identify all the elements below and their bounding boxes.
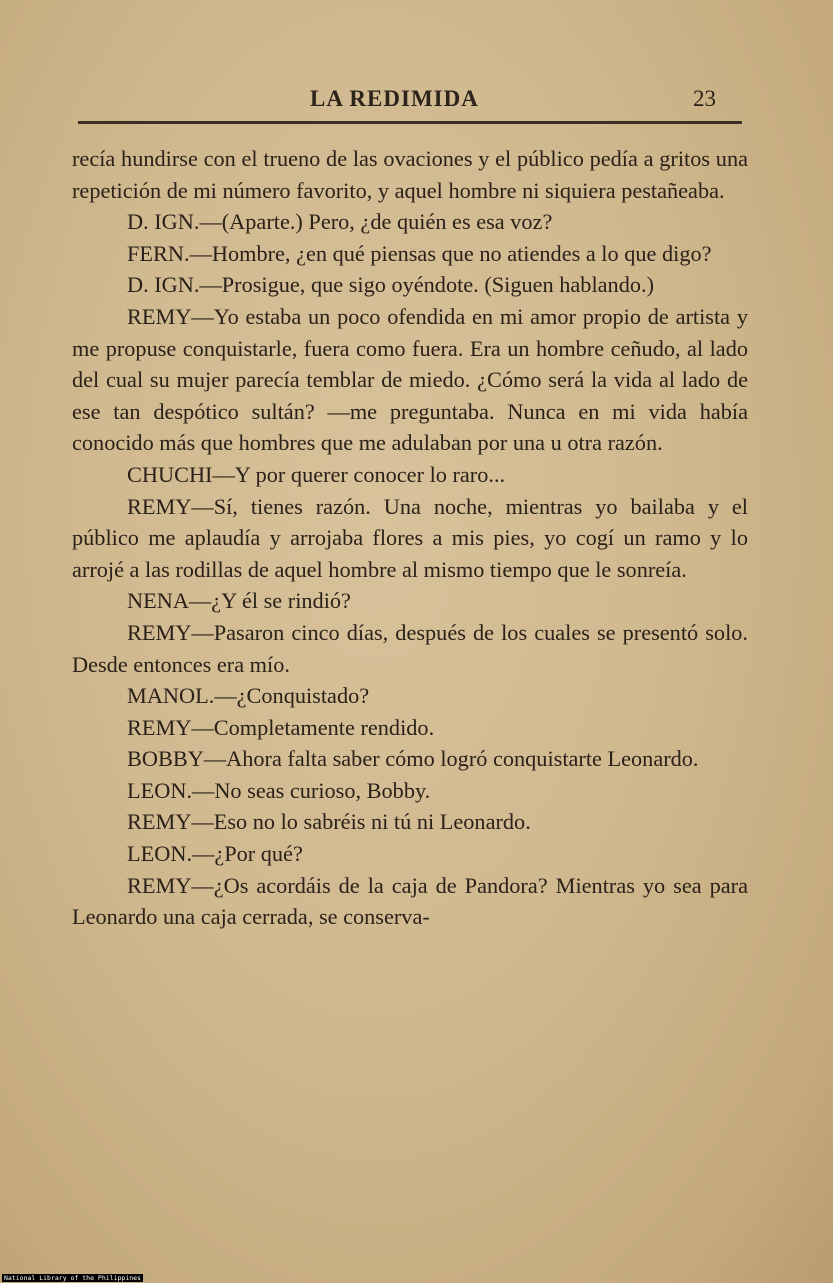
- paragraph: REMY—¿Os acordáis de la caja de Pandora? Mientras yo sea para Leonardo una caja cerrada, se conserva-: [72, 872, 748, 930]
- paragraph: D. IGN.—Prosigue, que sigo oyéndote. (Siguen hablando.): [127, 272, 654, 298]
- paragraph: LEON.—¿Por qué?: [127, 841, 303, 867]
- paragraph: NENA—¿Y él se rindió?: [127, 588, 351, 614]
- page-header: [76, 86, 744, 122]
- paragraph: D. IGN.—(Aparte.) Pero, ¿de quién es esa voz?: [127, 209, 553, 235]
- library-watermark: National Library of the Philippines: [4, 1274, 141, 1282]
- paragraph: REMY—Completamente rendido.: [127, 714, 435, 740]
- paragraph: REMY—Eso no lo sabréis ni tú ni Leonardo.: [127, 809, 531, 835]
- paragraph: REMY—Sí, tienes razón. Una noche, mientras yo bailaba y el público me aplaudía y arrojaba flores a mis pies, yo cogí un ramo y lo arrojé a las rodillas de aquel hombre al mismo tiempo que le sonreía.: [72, 493, 748, 582]
- body-text: [72, 143, 748, 933]
- paragraph: CHUCHI—Y por querer conocer lo raro...: [127, 461, 506, 487]
- paragraph: REMY—Pasaron cinco días, después de los cuales se presentó solo. Desde entonces era mío.: [72, 619, 748, 677]
- paragraph: MANOL.—¿Conquistado?: [127, 683, 370, 709]
- running-title: LA REDIMIDA: [310, 86, 479, 111]
- paragraph: BOBBY—Ahora falta saber cómo logró conquistarte Leonardo.: [127, 746, 699, 772]
- page-number: 23: [693, 86, 716, 111]
- paragraph: REMY—Yo estaba un poco ofendida en mi amor propio de artista y me propuse conquistarle, fuera como fuera. Era un hombre ceñudo, al lado del cual su mujer parecía temblar de miedo. ¿Cómo será la vida al lado de ese tan despótico sultán? —me preguntaba. Nunca en mi vida había conocido más que hombres que me adulaban por una u otra razón.: [72, 303, 748, 456]
- paragraph: LEON.—No seas curioso, Bobby.: [127, 777, 431, 803]
- paragraph: FERN.—Hombre, ¿en qué piensas que no atiendes a lo que digo?: [127, 240, 712, 266]
- header-rule: [78, 121, 742, 124]
- paragraph: recía hundirse con el trueno de las ovaciones y el público pedía a gritos una repetición de mi número favorito, y aquel hombre ni siquiera pestañeaba.: [72, 146, 748, 203]
